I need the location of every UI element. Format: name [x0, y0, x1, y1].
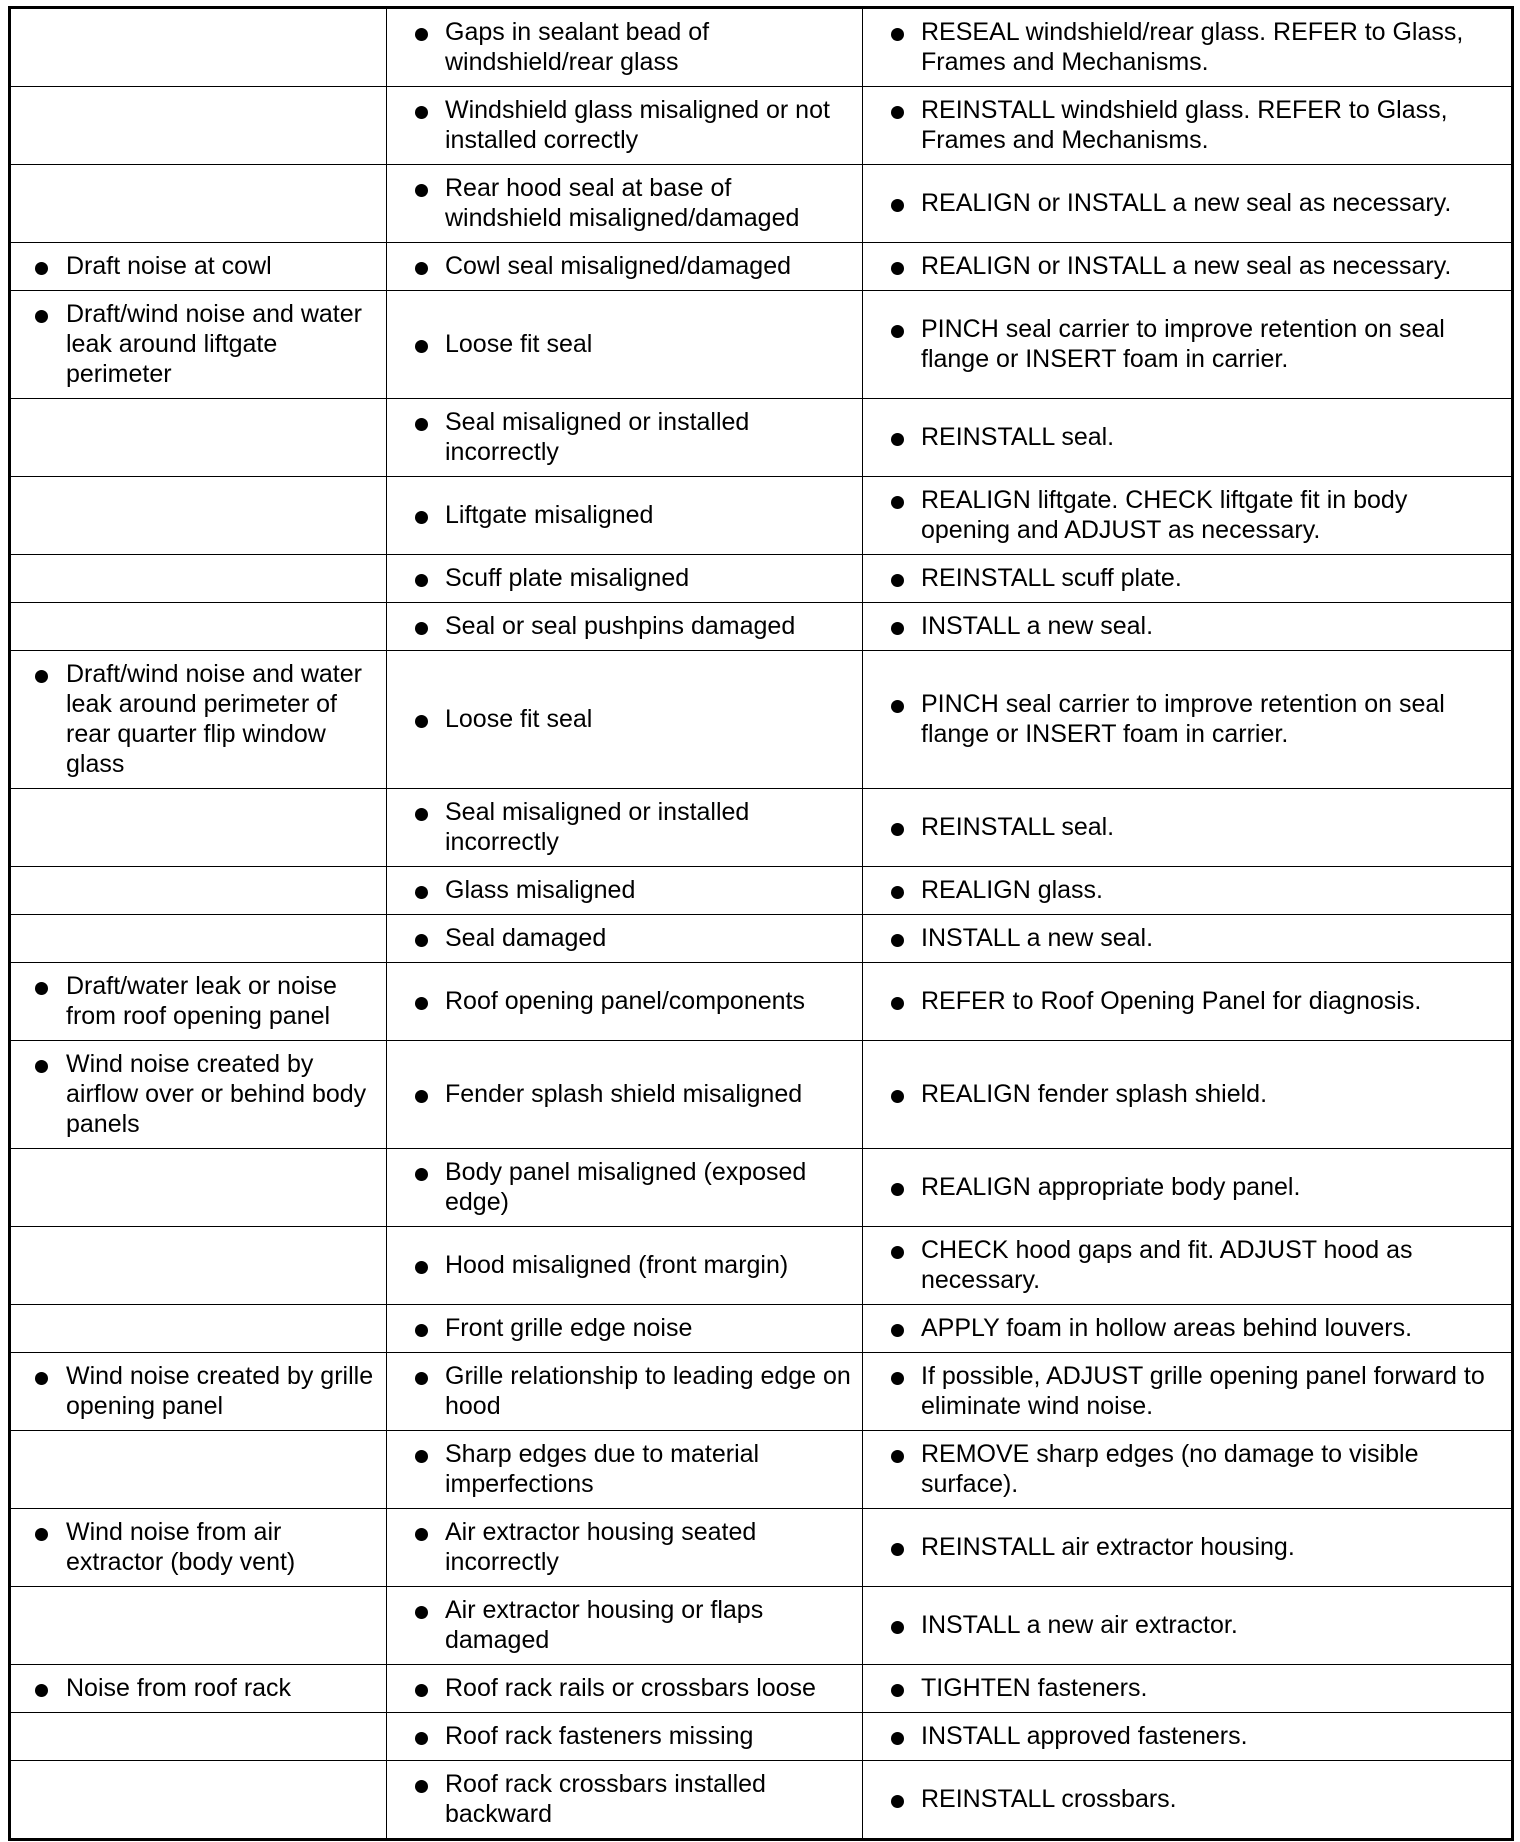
- source-cell: [387, 867, 863, 915]
- source-cell: [387, 915, 863, 963]
- action-cell: [863, 1041, 1513, 1149]
- diagnosis-table-body: [10, 8, 1513, 1840]
- action-cell: [863, 1665, 1513, 1713]
- source-cell: [387, 651, 863, 789]
- source-cell: [387, 555, 863, 603]
- symptom-cell: [10, 8, 387, 87]
- source-text: Front grille edge noise: [445, 1314, 693, 1342]
- table-row: [10, 399, 1513, 477]
- source-text: Roof rack rails or crossbars loose: [445, 1674, 816, 1702]
- symptom-cell: [10, 789, 387, 867]
- action-cell: [863, 603, 1513, 651]
- source-text: Gaps in sealant bead of windshield/rear glass: [445, 18, 710, 76]
- source-text: Loose fit seal: [445, 330, 593, 358]
- action-text: REINSTALL scuff plate.: [921, 564, 1182, 592]
- bullet-icon: [415, 1261, 428, 1274]
- source-cell: [387, 1041, 863, 1149]
- bullet-icon: [891, 574, 904, 587]
- action-text: TIGHTEN fasteners.: [921, 1674, 1148, 1702]
- bullet-icon: [415, 340, 428, 353]
- symptom-text: Wind noise created by airflow over or behind body panels: [66, 1050, 367, 1138]
- table-row: [10, 1227, 1513, 1305]
- bullet-icon: [415, 418, 428, 431]
- bullet-icon: [415, 997, 428, 1010]
- symptom-cell: [10, 1665, 387, 1713]
- bullet-icon: [891, 886, 904, 899]
- table-row: [10, 603, 1513, 651]
- bullet-icon: [415, 1528, 428, 1541]
- bullet-icon: [891, 28, 904, 41]
- source-cell: [387, 87, 863, 165]
- bullet-icon: [415, 1168, 428, 1181]
- source-cell: [387, 165, 863, 243]
- symptom-text: Wind noise from air extractor (body vent): [66, 1518, 296, 1576]
- source-cell: [387, 1149, 863, 1227]
- action-text: REALIGN fender splash shield.: [921, 1080, 1268, 1108]
- table-row: [10, 1149, 1513, 1227]
- source-text: Air extractor housing or flaps damaged: [445, 1596, 764, 1654]
- symptom-cell: [10, 1149, 387, 1227]
- bullet-icon: [415, 511, 428, 524]
- action-text: INSTALL approved fasteners.: [921, 1722, 1248, 1750]
- action-cell: [863, 1587, 1513, 1665]
- action-text: REALIGN or INSTALL a new seal as necessary.: [921, 189, 1452, 217]
- source-cell: [387, 291, 863, 399]
- table-row: [10, 165, 1513, 243]
- source-cell: [387, 1713, 863, 1761]
- table-row: [10, 1509, 1513, 1587]
- bullet-icon: [891, 496, 904, 509]
- bullet-icon: [415, 1684, 428, 1697]
- action-cell: [863, 399, 1513, 477]
- diagnosis-table: [8, 6, 1514, 1841]
- source-text: Glass misaligned: [445, 876, 636, 904]
- symptom-text: Wind noise created by grille opening panel: [66, 1362, 374, 1420]
- bullet-icon: [891, 1795, 904, 1808]
- table-row: [10, 291, 1513, 399]
- table-row: [10, 1713, 1513, 1761]
- table-row: [10, 1431, 1513, 1509]
- bullet-icon: [35, 310, 48, 323]
- action-text: REINSTALL air extractor housing.: [921, 1533, 1295, 1561]
- source-cell: [387, 1431, 863, 1509]
- bullet-icon: [415, 184, 428, 197]
- action-text: REALIGN liftgate. CHECK liftgate fit in body opening and ADJUST as necessary.: [921, 486, 1408, 544]
- source-text: Fender splash shield misaligned: [445, 1080, 803, 1108]
- source-text: Cowl seal misaligned/damaged: [445, 252, 792, 280]
- bullet-icon: [891, 433, 904, 446]
- action-cell: [863, 87, 1513, 165]
- bullet-icon: [35, 1684, 48, 1697]
- source-text: Loose fit seal: [445, 705, 593, 733]
- symptom-cell: [10, 399, 387, 477]
- action-cell: [863, 963, 1513, 1041]
- action-cell: [863, 1305, 1513, 1353]
- action-text: CHECK hood gaps and fit. ADJUST hood as necessary.: [921, 1236, 1413, 1294]
- action-cell: [863, 165, 1513, 243]
- symptom-text: Draft/wind noise and water leak around perimeter of rear quarter flip window glass: [66, 660, 362, 778]
- bullet-icon: [891, 997, 904, 1010]
- bullet-icon: [891, 262, 904, 275]
- bullet-icon: [891, 1246, 904, 1259]
- bullet-icon: [891, 1732, 904, 1745]
- source-text: Liftgate misaligned: [445, 501, 654, 529]
- source-cell: [387, 399, 863, 477]
- action-text: APPLY foam in hollow areas behind louvers.: [921, 1314, 1413, 1342]
- action-text: REALIGN glass.: [921, 876, 1104, 904]
- symptom-cell: [10, 477, 387, 555]
- action-text: REINSTALL seal.: [921, 423, 1115, 451]
- source-text: Body panel misaligned (exposed edge): [445, 1158, 807, 1216]
- bullet-icon: [891, 622, 904, 635]
- table-row: [10, 963, 1513, 1041]
- table-row: [10, 789, 1513, 867]
- source-text: Roof rack fasteners missing: [445, 1722, 754, 1750]
- source-text: Roof opening panel/components: [445, 987, 805, 1015]
- bullet-icon: [415, 715, 428, 728]
- source-cell: [387, 477, 863, 555]
- bullet-icon: [415, 808, 428, 821]
- action-cell: [863, 1713, 1513, 1761]
- source-text: Grille relationship to leading edge on hood: [445, 1362, 851, 1420]
- source-cell: [387, 603, 863, 651]
- action-cell: [863, 477, 1513, 555]
- bullet-icon: [415, 1780, 428, 1793]
- bullet-icon: [891, 1684, 904, 1697]
- table-row: [10, 8, 1513, 87]
- action-text: REALIGN appropriate body panel.: [921, 1173, 1301, 1201]
- action-cell: [863, 243, 1513, 291]
- action-text: REINSTALL windshield glass. REFER to Glass, Frames and Mechanisms.: [921, 96, 1448, 154]
- bullet-icon: [891, 1090, 904, 1103]
- symptom-cell: [10, 603, 387, 651]
- table-row: [10, 915, 1513, 963]
- symptom-cell: [10, 1587, 387, 1665]
- bullet-icon: [891, 934, 904, 947]
- bullet-icon: [415, 1606, 428, 1619]
- symptom-text: Draft/water leak or noise from roof opening panel: [66, 972, 337, 1030]
- bullet-icon: [415, 886, 428, 899]
- action-text: PINCH seal carrier to improve retention on seal flange or INSERT foam in carrier.: [921, 690, 1445, 748]
- bullet-icon: [891, 1324, 904, 1337]
- symptom-cell: [10, 1041, 387, 1149]
- symptom-cell: [10, 1713, 387, 1761]
- source-text: Sharp edges due to material imperfections: [445, 1440, 760, 1498]
- bullet-icon: [415, 1090, 428, 1103]
- symptom-cell: [10, 1305, 387, 1353]
- action-cell: [863, 867, 1513, 915]
- symptom-text: Draft/wind noise and water leak around liftgate perimeter: [66, 300, 362, 388]
- bullet-icon: [891, 1372, 904, 1385]
- source-text: Rear hood seal at base of windshield misaligned/damaged: [445, 174, 800, 232]
- action-text: REFER to Roof Opening Panel for diagnosis.: [921, 987, 1422, 1015]
- symptom-cell: [10, 963, 387, 1041]
- bullet-icon: [35, 1060, 48, 1073]
- source-cell: [387, 789, 863, 867]
- source-text: Roof rack crossbars installed backward: [445, 1770, 766, 1828]
- symptom-cell: [10, 87, 387, 165]
- action-text: REINSTALL crossbars.: [921, 1785, 1177, 1813]
- action-cell: [863, 651, 1513, 789]
- table-row: [10, 555, 1513, 603]
- bullet-icon: [891, 700, 904, 713]
- symptom-text: Noise from roof rack: [66, 1674, 292, 1702]
- source-cell: [387, 1665, 863, 1713]
- table-row: [10, 1305, 1513, 1353]
- symptom-cell: [10, 1509, 387, 1587]
- source-text: Air extractor housing seated incorrectly: [445, 1518, 757, 1576]
- bullet-icon: [891, 1543, 904, 1556]
- symptom-cell: [10, 165, 387, 243]
- table-row: [10, 477, 1513, 555]
- bullet-icon: [35, 982, 48, 995]
- symptom-cell: [10, 555, 387, 603]
- action-cell: [863, 1509, 1513, 1587]
- bullet-icon: [891, 1183, 904, 1196]
- bullet-icon: [35, 262, 48, 275]
- symptom-text: Draft noise at cowl: [66, 252, 272, 280]
- bullet-icon: [35, 670, 48, 683]
- action-cell: [863, 789, 1513, 867]
- table-row: [10, 243, 1513, 291]
- source-text: Hood misaligned (front margin): [445, 1251, 789, 1279]
- source-cell: [387, 8, 863, 87]
- symptom-cell: [10, 1353, 387, 1431]
- symptom-cell: [10, 291, 387, 399]
- action-cell: [863, 291, 1513, 399]
- symptom-cell: [10, 915, 387, 963]
- action-cell: [863, 1149, 1513, 1227]
- bullet-icon: [891, 823, 904, 836]
- bullet-icon: [891, 1450, 904, 1463]
- bullet-icon: [415, 934, 428, 947]
- source-cell: [387, 1587, 863, 1665]
- action-text: INSTALL a new seal.: [921, 924, 1154, 952]
- bullet-icon: [891, 199, 904, 212]
- source-text: Scuff plate misaligned: [445, 564, 690, 592]
- source-text: Seal or seal pushpins damaged: [445, 612, 796, 640]
- bullet-icon: [415, 574, 428, 587]
- bullet-icon: [415, 1732, 428, 1745]
- table-row: [10, 651, 1513, 789]
- source-text: Seal misaligned or installed incorrectly: [445, 798, 750, 856]
- symptom-cell: [10, 243, 387, 291]
- source-cell: [387, 1761, 863, 1840]
- bullet-icon: [35, 1528, 48, 1541]
- source-text: Seal damaged: [445, 924, 607, 952]
- table-row: [10, 1665, 1513, 1713]
- action-text: INSTALL a new seal.: [921, 612, 1154, 640]
- table-row: [10, 1353, 1513, 1431]
- action-text: If possible, ADJUST grille opening panel forward to eliminate wind noise.: [921, 1362, 1485, 1420]
- symptom-cell: [10, 867, 387, 915]
- action-cell: [863, 1353, 1513, 1431]
- bullet-icon: [35, 1372, 48, 1385]
- source-cell: [387, 243, 863, 291]
- bullet-icon: [415, 1372, 428, 1385]
- symptom-cell: [10, 1761, 387, 1840]
- bullet-icon: [415, 262, 428, 275]
- bullet-icon: [891, 325, 904, 338]
- source-cell: [387, 1509, 863, 1587]
- table-row: [10, 1041, 1513, 1149]
- source-text: Seal misaligned or installed incorrectly: [445, 408, 750, 466]
- bullet-icon: [415, 1450, 428, 1463]
- bullet-icon: [891, 106, 904, 119]
- action-text: RESEAL windshield/rear glass. REFER to Glass, Frames and Mechanisms.: [921, 18, 1464, 76]
- source-cell: [387, 1353, 863, 1431]
- symptom-cell: [10, 1431, 387, 1509]
- action-cell: [863, 1761, 1513, 1840]
- bullet-icon: [415, 28, 428, 41]
- action-cell: [863, 1431, 1513, 1509]
- action-cell: [863, 1227, 1513, 1305]
- table-row: [10, 1761, 1513, 1840]
- source-text: Windshield glass misaligned or not installed correctly: [445, 96, 830, 154]
- source-cell: [387, 1227, 863, 1305]
- table-row: [10, 867, 1513, 915]
- action-cell: [863, 915, 1513, 963]
- symptom-cell: [10, 1227, 387, 1305]
- action-text: REALIGN or INSTALL a new seal as necessary.: [921, 252, 1452, 280]
- table-row: [10, 87, 1513, 165]
- action-text: PINCH seal carrier to improve retention on seal flange or INSERT foam in carrier.: [921, 315, 1445, 373]
- action-text: INSTALL a new air extractor.: [921, 1611, 1238, 1639]
- symptom-cell: [10, 651, 387, 789]
- bullet-icon: [891, 1621, 904, 1634]
- table-row: [10, 1587, 1513, 1665]
- bullet-icon: [415, 106, 428, 119]
- bullet-icon: [415, 622, 428, 635]
- bullet-icon: [415, 1324, 428, 1337]
- source-cell: [387, 1305, 863, 1353]
- action-text: REINSTALL seal.: [921, 813, 1115, 841]
- action-cell: [863, 555, 1513, 603]
- source-cell: [387, 963, 863, 1041]
- action-cell: [863, 8, 1513, 87]
- action-text: REMOVE sharp edges (no damage to visible surface).: [921, 1440, 1419, 1498]
